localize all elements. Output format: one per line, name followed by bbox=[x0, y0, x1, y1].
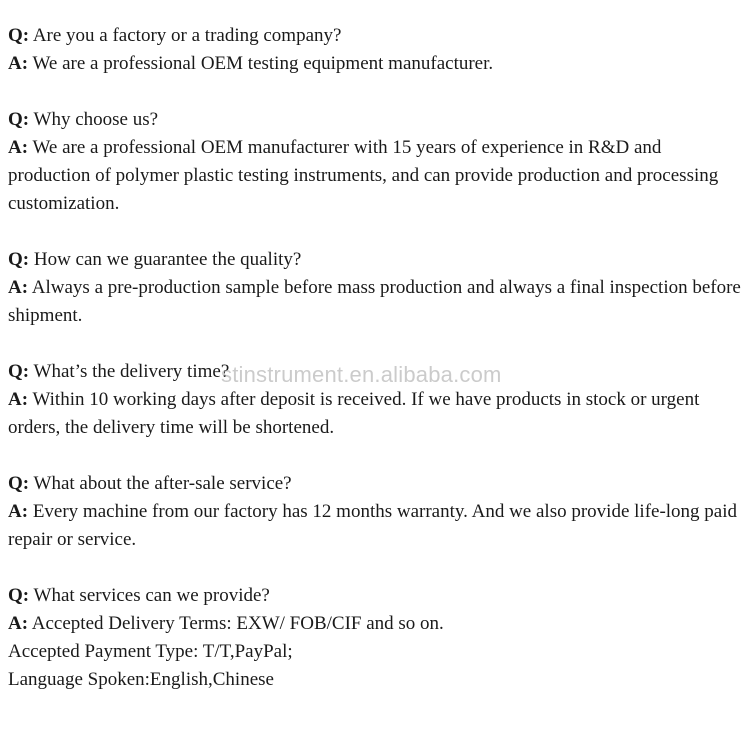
question-text: What services can we provide? bbox=[33, 585, 270, 606]
question-text: Why choose us? bbox=[33, 109, 159, 130]
answer-prefix: A: bbox=[8, 501, 29, 522]
answer-text: Accepted Delivery Terms: EXW/ FOB/CIF and so on. bbox=[31, 613, 444, 634]
answer-text: Every machine from our factory has 12 months warranty. And we also provide life-long paid repair or service. bbox=[8, 501, 738, 550]
faq-item bbox=[8, 470, 742, 554]
question-line bbox=[8, 358, 742, 386]
question-text: What about the after-sale service? bbox=[33, 473, 292, 494]
watermark: stinstrument.en.alibaba.com bbox=[221, 362, 502, 387]
answer-line bbox=[8, 610, 742, 638]
answer-text: Always a pre-production sample before mass production and always a final inspection before shipment. bbox=[8, 277, 741, 326]
question-line bbox=[8, 470, 742, 498]
faq-item bbox=[8, 22, 742, 78]
answer-prefix: A: bbox=[8, 53, 29, 74]
question-text: Are you a factory or a trading company? bbox=[32, 25, 342, 46]
question-line bbox=[8, 246, 742, 274]
answer-prefix: A: bbox=[8, 613, 29, 634]
question-prefix: Q: bbox=[8, 585, 30, 606]
question-prefix: Q: bbox=[8, 109, 30, 130]
question-prefix: Q: bbox=[8, 473, 30, 494]
question-line bbox=[8, 582, 742, 610]
answer-line bbox=[8, 134, 742, 218]
answer-line bbox=[8, 274, 742, 330]
faq-item bbox=[8, 582, 742, 694]
faq-item bbox=[8, 106, 742, 218]
answer-extra-line: Language Spoken:English,Chinese bbox=[8, 669, 274, 690]
answer-prefix: A: bbox=[8, 137, 29, 158]
answer-text: Within 10 working days after deposit is received. If we have products in stock or urgent orders, the delivery time will be shortened. bbox=[8, 389, 700, 438]
faq-item bbox=[8, 246, 742, 330]
question-line bbox=[8, 106, 742, 134]
answer-prefix: A: bbox=[8, 389, 29, 410]
answer-line bbox=[8, 386, 742, 442]
question-text: What’s the delivery time? bbox=[33, 361, 230, 382]
answer-line bbox=[8, 498, 742, 554]
question-text: How can we guarantee the quality? bbox=[33, 249, 302, 270]
faq-list bbox=[8, 22, 742, 722]
answer-prefix: A: bbox=[8, 277, 29, 298]
answer-text: We are a professional OEM manufacturer with 15 years of experience in R&D and production of polymer plastic testing instruments, and can provide production and processing customization. bbox=[8, 137, 719, 214]
question-prefix: Q: bbox=[8, 25, 30, 46]
faq-item bbox=[8, 358, 742, 442]
answer-text: We are a professional OEM testing equipment manufacturer. bbox=[32, 53, 494, 74]
question-prefix: Q: bbox=[8, 249, 30, 270]
question-prefix: Q: bbox=[8, 361, 30, 382]
answer-line bbox=[8, 50, 742, 78]
question-line bbox=[8, 22, 742, 50]
answer-extra-line: Accepted Payment Type: T/T,PayPal; bbox=[8, 641, 293, 662]
